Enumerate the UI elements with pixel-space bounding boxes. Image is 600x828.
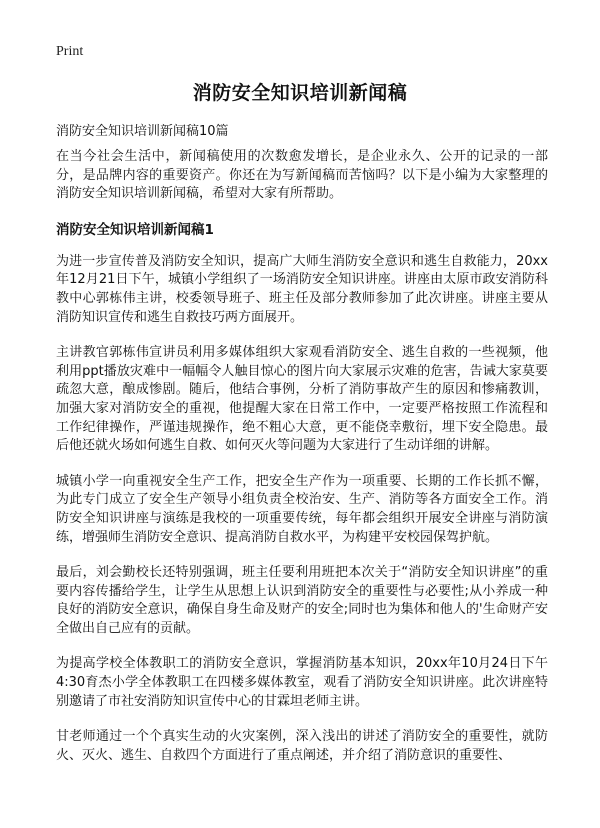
intro-paragraph: 在当今社会生活中，新闻稿使用的次数愈发增长，是企业永久、公开的记录的一部分，是品牌内容的重要资产。你还在为写新闻稿而苦恼吗？以下是小编为大家整理的消防安全知识培训新闻稿，希望对大家有所帮助。 (56, 149, 548, 202)
article-paragraph-4: 最后，刘会勤校长还特别强调，班主任要利用班把本次关于“消防安全知识讲座”的重要内容传播给学生，让学生从思想上认识到消防安全的重要性与必要性;从小养成一种良好的消防安全意识，确保自身生命及财产的安全;同时也为集体和他人的'生命财产安全做出自己应有的贡献。 (56, 565, 548, 636)
article-body (56, 148, 548, 782)
article-paragraph-3: 城镇小学一向重视安全生产工作，把安全生产作为一项重要、长期的工作长抓不懈，为此专门成立了安全生产领导小组负责全校治安、生产、消防等各方面安全工作。消防安全知识讲座与演练是我校的一项重要传统，每年都会组织开展安全讲座与消防演练，增强师生消防安全意识、提高消防自救水平，为构建平安校园保驾护航。 (56, 473, 548, 545)
section-heading: 消防安全知识培训新闻稿1 (56, 221, 214, 238)
article-paragraph-5: 为提高学校全体教职工的消防安全意识，掌握消防基本知识，20xx年10月24日下午4:30育杰小学全体教职工在四楼多媒体教室，观看了消防安全知识讲座。此次讲座特别邀请了市社安消防知识宣传中心的甘霖坦老师主讲。 (56, 656, 548, 709)
document-subtitle: 消防安全知识培训新闻稿10篇 (56, 124, 229, 139)
page-title: 消防安全知识培训新闻稿 (192, 82, 408, 104)
print-link[interactable]: Print (56, 44, 84, 59)
article-paragraph-6: 甘老师通过一个个真实生动的火灾案例，深入浅出的讲述了消防安全的重要性，就防火、灭火、逃生、自救四个方面进行了重点阐述，并介绍了消防意识的重要性、 (56, 729, 548, 763)
article-paragraph-2: 主讲教官郭栋伟宣讲员利用多媒体组织大家观看消防安全、逃生自救的一些视频，他利用ppt播放灾难中一幅幅令人触目惊心的图片向大家展示灾难的危害，告诫大家莫要疏忽大意，酿成惨剧。随后，他结合事例，分析了消防事故产生的原因和惨痛教训，加强大家对消防安全的重视，他提醒大家在日常工作中，一定要严格按照工作流程和工作纪律操作，严谨违规操作，绝不粗心大意，更不能侥幸敷衍，埋下安全隐患。最后他还就火场如何逃生自救、如何灭火等问题为大家进行了生动详细的讲解。 (56, 345, 548, 454)
article-paragraph-1: 为进一步宣传普及消防安全知识，提高广大师生消防安全意识和逃生自救能力，20xx年12月21日下午，城镇小学组织了一场消防安全知识讲座。讲座由太原市政安消防科教中心郭栋伟主讲，校委领导班子、班主任及部分教师参加了此次讲座。讲座主要从消防知识宣传和逃生自救技巧两方面展开。 (56, 253, 548, 325)
